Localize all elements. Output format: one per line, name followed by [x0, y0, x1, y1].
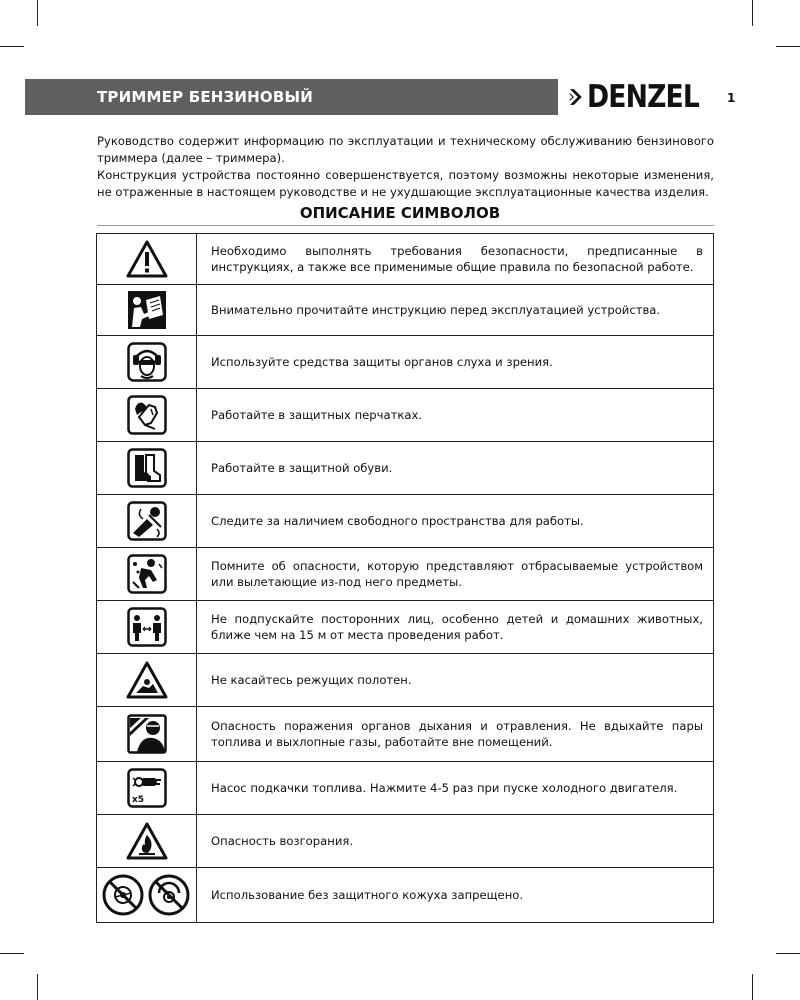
section-divider [97, 225, 714, 226]
intro-paragraph: Конструкция устройства постоянно совершенствуется, поэтому возможны некоторые изменения, не отраженные в настоящем руководстве и не ухудшающие эксплуатационные качества изделия. [97, 168, 714, 199]
crop-mark [37, 974, 38, 1000]
read-manual-icon [127, 290, 167, 330]
table-row [97, 654, 714, 707]
table-row [97, 495, 714, 548]
symbol-description: Работайте в защитной обуви. [197, 442, 714, 495]
symbol-description: Внимательно прочитайте инструкцию перед эксплуатацией устройства. [197, 285, 714, 336]
fire-hazard-icon [125, 821, 169, 861]
symbol-description: Необходимо выполнять требования безопасности, предписанные в инструкциях, а также все применимые общие правила по безопасной работе. [197, 234, 714, 285]
table-row [97, 762, 714, 815]
table-row [97, 336, 714, 389]
symbol-description: Не касайтесь режущих полотен. [197, 654, 714, 707]
symbol-description: Следите за наличием свободного пространства для работы. [197, 495, 714, 548]
page-number: 1 [727, 91, 736, 105]
table-row [97, 389, 714, 442]
primer-pump-icon [127, 768, 167, 808]
symbol-description: Работайте в защитных перчатках. [197, 389, 714, 442]
crop-mark [776, 46, 800, 47]
toxic-fumes-icon [127, 714, 167, 754]
intro-text [97, 133, 714, 201]
table-row [97, 442, 714, 495]
table-row [97, 601, 714, 654]
symbols-table [96, 233, 714, 923]
crop-mark [37, 0, 38, 26]
crop-mark [776, 953, 800, 954]
warning-triangle-icon [125, 239, 169, 279]
table-row [97, 707, 714, 762]
ear-eye-protection-icon [127, 342, 167, 382]
table-row [97, 815, 714, 868]
crop-mark [752, 0, 753, 26]
symbol-description: Использование без защитного кожуха запрещено. [197, 868, 714, 923]
crop-mark [0, 953, 24, 954]
free-space-icon [127, 501, 167, 541]
symbol-description: Опасность поражения органов дыхания и отравления. Не вдыхайте пары топлива и выхлопные газы, работайте вне помещений. [197, 707, 714, 762]
crop-mark [0, 46, 24, 47]
symbol-description: Насос подкачки топлива. Нажмите 4-5 раз при пуске холодного двигателя. [197, 762, 714, 815]
table-row [97, 285, 714, 336]
brand-name: DENZEL [586, 78, 699, 115]
table-row [97, 868, 714, 923]
symbol-description: Помните об опасности, которую представляют отбрасываемые устройством или вылетающие из-под него предметы. [197, 548, 714, 601]
symbol-description: Опасность возгорания. [197, 815, 714, 868]
boots-icon [127, 448, 167, 488]
keep-distance-icon [127, 607, 167, 647]
brand-chevron-icon [569, 80, 583, 114]
crop-mark [752, 974, 753, 1000]
symbol-description: Используйте средства защиты органов слуха и зрения. [197, 336, 714, 389]
gloves-icon [127, 395, 167, 435]
symbol-description: Не подпускайте посторонних лиц, особенно детей и домашних животных, ближе чем на 15 м от места проведения работ. [197, 601, 714, 654]
page-title: ТРИММЕР БЕНЗИНОВЫЙ [97, 88, 313, 106]
cutting-blade-icon [125, 660, 169, 700]
no-guard-prohibited-icon [101, 873, 193, 917]
table-row [97, 234, 714, 285]
brand-logo [569, 78, 717, 116]
table-row [97, 548, 714, 601]
intro-paragraph: Руководство содержит информацию по эксплуатации и техническому обслуживанию бензинового триммера (далее – триммера). [97, 134, 714, 165]
flying-objects-icon [127, 554, 167, 594]
primer-count-label: x5 [131, 795, 144, 805]
section-title: ОПИСАНИЕ СИМВОЛОВ [299, 204, 501, 222]
